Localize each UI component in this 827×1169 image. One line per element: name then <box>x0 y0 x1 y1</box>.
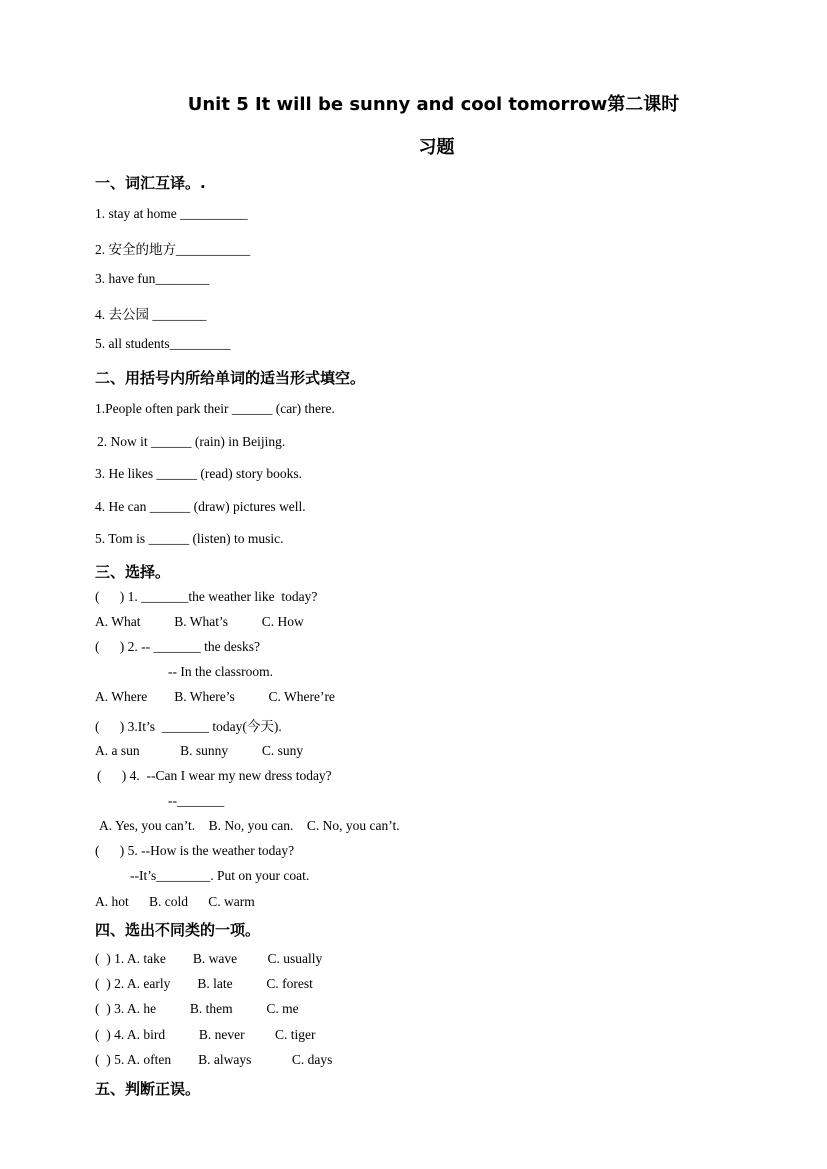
section2-item: 5. Tom is ______ (listen) to music. <box>95 531 284 546</box>
section3-question: ( ) 1. _______the weather like today? <box>95 589 318 604</box>
section2-item: 1.People often park their ______ (car) there. <box>95 401 335 416</box>
section2-item: 4. He can ______ (draw) pictures well. <box>95 499 306 514</box>
section1-item: 4. 去公园 ________ <box>95 307 207 322</box>
section1-heading: 一、词汇互译。. <box>95 174 206 192</box>
section2-item: 3. He likes ______ (read) story books. <box>95 466 302 481</box>
section3-question: ( ) 5. --How is the weather today? <box>95 843 295 858</box>
section3-options: A. hot B. cold C. warm <box>95 894 255 909</box>
section4-item: ( ) 5. A. often B. always C. days <box>95 1052 333 1067</box>
section3-options: A. a sun B. sunny C. suny <box>95 743 304 758</box>
section2-item: 2. Now it ______ (rain) in Beijing. <box>97 434 286 449</box>
section1-item: 2. 安全的地方___________ <box>95 242 251 257</box>
section3-heading: 三、选择。 <box>95 563 171 581</box>
section3-answer-line: --It’s________. Put on your coat. <box>130 868 310 883</box>
section4-item: ( ) 3. A. he B. them C. me <box>95 1001 299 1016</box>
section1-item: 3. have fun________ <box>95 271 210 286</box>
section1-item: 5. all students_________ <box>95 336 231 351</box>
section3-question: ( ) 4. --Can I wear my new dress today? <box>97 768 332 783</box>
section4-item: ( ) 4. A. bird B. never C. tiger <box>95 1027 316 1042</box>
section3-options: A. What B. What’s C. How <box>95 614 304 629</box>
section4-item: ( ) 1. A. take B. wave C. usually <box>95 951 323 966</box>
section5-heading: 五、判断正误。 <box>95 1080 201 1098</box>
section1-item: 1. stay at home __________ <box>95 206 248 221</box>
section4-item: ( ) 2. A. early B. late C. forest <box>95 976 313 991</box>
section3-answer-line: -- In the classroom. <box>168 664 273 679</box>
section3-options: A. Yes, you can’t. B. No, you can. C. No, you can’t. <box>99 818 400 833</box>
section3-options: A. Where B. Where’s C. Where’re <box>95 689 335 704</box>
section3-question: ( ) 3.It’s _______ today(今天). <box>95 719 282 734</box>
section3-answer-line: --_______ <box>168 793 225 808</box>
section2-heading: 二、用括号内所给单词的适当形式填空。 <box>95 369 366 387</box>
worksheet-subtitle: 习题 <box>418 137 455 158</box>
section3-question: ( ) 2. -- _______ the desks? <box>95 639 260 654</box>
section4-heading: 四、选出不同类的一项。 <box>95 921 261 939</box>
worksheet-title: Unit 5 It will be sunny and cool tomorrow第二课时 <box>187 94 680 115</box>
